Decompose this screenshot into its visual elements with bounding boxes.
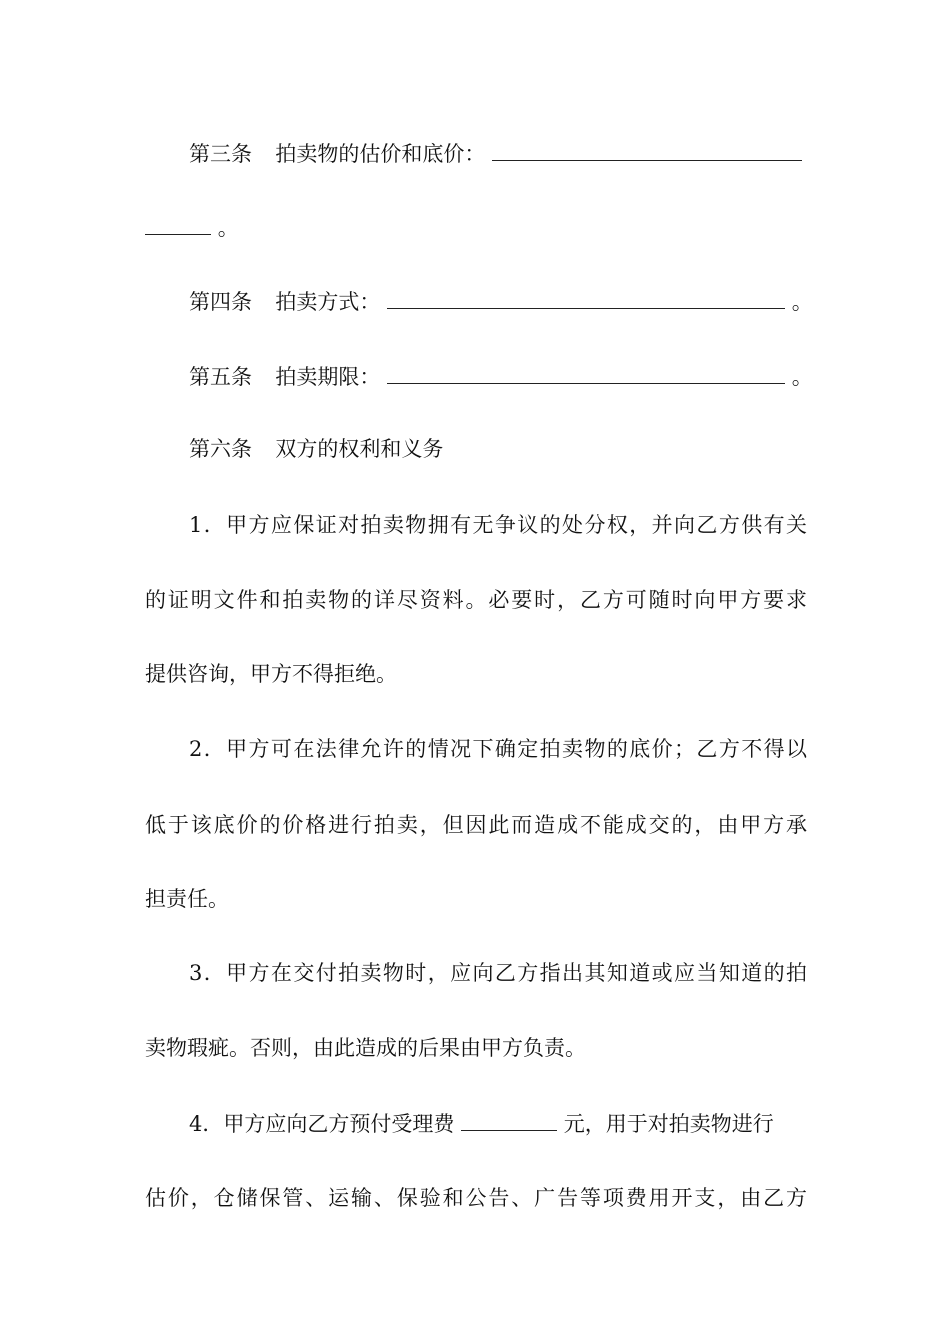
item-2-line-3: 担责任。 — [145, 887, 229, 911]
article-3-text: 拍卖物的估价和底价： — [275, 142, 486, 166]
article-5-end: 。 — [791, 365, 813, 389]
article-3-continuation — [145, 212, 807, 242]
article-5 — [189, 361, 813, 391]
article-5-label: 第五条 — [189, 365, 252, 389]
article-4-label: 第四条 — [189, 290, 252, 314]
item-2-line-2: 低于该底价的价格进行拍卖，但因此而造成不能成交的，由甲方承 — [145, 813, 807, 837]
article-4 — [189, 286, 813, 316]
item-1-line-1: 1．甲方应保证对拍卖物拥有无争议的处分权，并向乙方供有关 — [189, 513, 807, 537]
article-6 — [189, 434, 807, 464]
item-3-line-2: 卖物瑕疵。否则，由此造成的后果由甲方负责。 — [145, 1036, 586, 1060]
auction-method-blank[interactable] — [387, 286, 785, 309]
item-1-line-2: 的证明文件和拍卖物的详尽资料。必要时，乙方可随时向甲方要求 — [145, 588, 807, 612]
article-6-text: 双方的权利和义务 — [275, 437, 444, 461]
article-3-label: 第三条 — [189, 142, 252, 166]
valuation-blank[interactable] — [492, 138, 802, 161]
auction-period-blank[interactable] — [387, 361, 785, 384]
article-6-label: 第六条 — [189, 437, 252, 461]
article-5-text: 拍卖期限： — [275, 365, 381, 389]
article-4-end: 。 — [791, 290, 813, 314]
item-3-line-1: 3．甲方在交付拍卖物时，应向乙方指出其知道或应当知道的拍 — [189, 961, 807, 985]
article-3-end: 。 — [217, 216, 239, 240]
item-2-line-1: 2．甲方可在法律允许的情况下确定拍卖物的底价；乙方不得以 — [189, 737, 807, 761]
item-4-line-2: 估价，仓储保管、运输、保验和公告、广告等项费用开支，由乙方 — [145, 1186, 807, 1210]
valuation-blank-continued[interactable] — [145, 212, 211, 235]
item-4-line-1 — [189, 1108, 807, 1138]
acceptance-fee-blank[interactable] — [461, 1108, 557, 1131]
article-4-text: 拍卖方式： — [275, 290, 381, 314]
item-4-line-1-pre: 4．甲方应向乙方预付受理费 — [189, 1112, 455, 1136]
article-3 — [189, 138, 807, 168]
item-1-line-3: 提供咨询，甲方不得拒绝。 — [145, 662, 397, 686]
item-4-line-1-post: 元，用于对拍卖物进行 — [563, 1112, 774, 1136]
